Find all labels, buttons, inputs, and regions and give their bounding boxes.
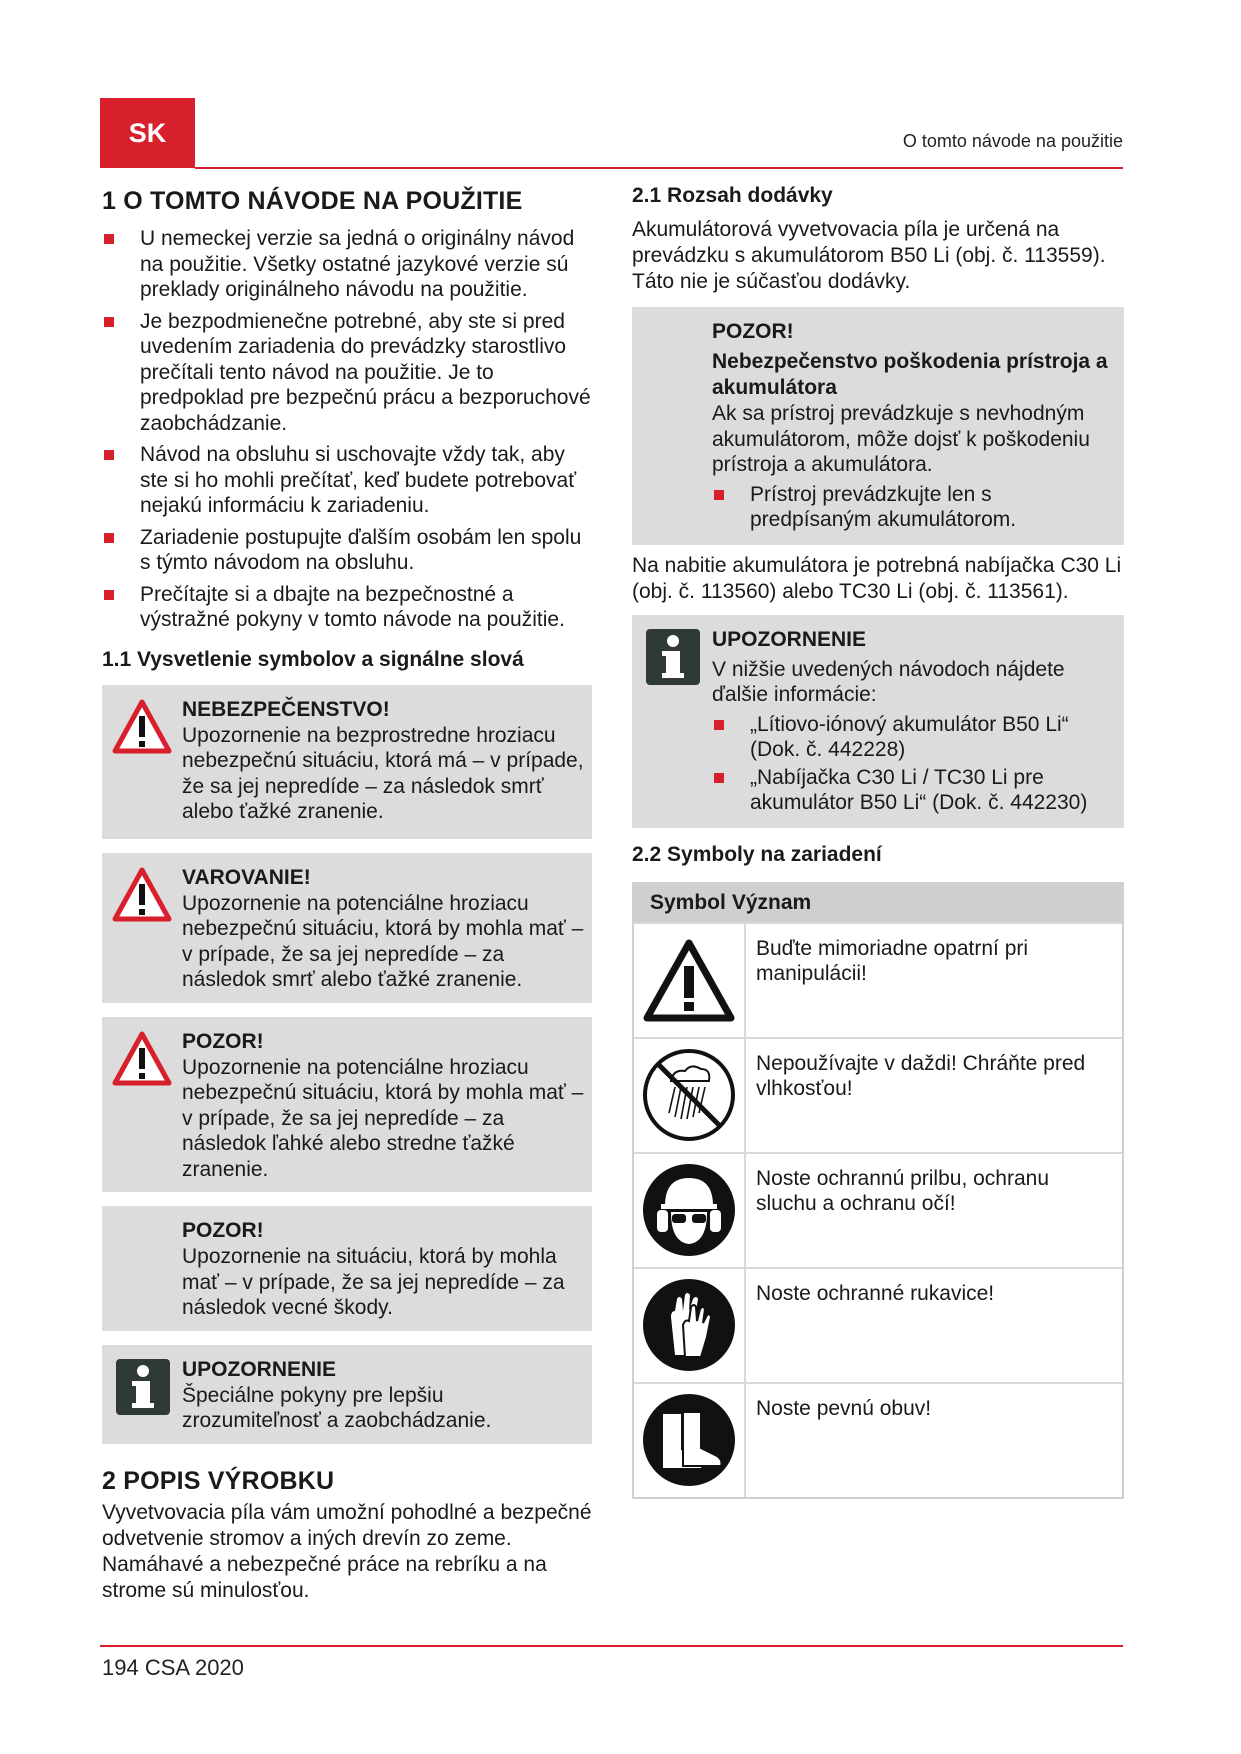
list-item: Prečítajte si a dbajte na bezpečnostné a výstražné pokyny v tomto návode na použitie. (102, 582, 592, 633)
list-item: Prístroj prevádzkujte len s predpísaným akumulátorom. (712, 482, 1116, 533)
symbol-cell (634, 1039, 746, 1152)
symbol-cell (634, 1384, 746, 1497)
notice-title: POZOR! (182, 1219, 264, 1242)
info-icon (112, 1359, 172, 1415)
notice-title: VAROVANIE! (182, 865, 311, 889)
section-heading-2: 2 POPIS VÝROBKU (102, 1466, 335, 1495)
gloves-icon (641, 1277, 737, 1373)
warning-triangle-icon (112, 867, 172, 923)
product-description: Vyvetvovacia píla vám umožní pohodlné a bezpečné odvetvenie stromov a iných drevín zo zeme. Namáhavé a nebezpečné práce na rebríku a na strome sú minulosťou. (102, 1500, 592, 1602)
meaning-cell: Noste ochranné rukavice! (756, 1281, 995, 1305)
info-icon (642, 629, 702, 685)
notice-danger (102, 685, 592, 839)
head-protection-icon (641, 1162, 737, 1258)
notice-text: Upozornenie na potenciálne hroziacu nebezpečnú situáciu, ktorá by mohla mať – v prípade, že sa jej nepredíde – za následok ľahké alebo stredne ťažké zranenie. (182, 1055, 584, 1181)
notice-info-documents (632, 615, 1124, 828)
meaning-cell: Buďte mimoriadne opatrní pri manipulácii! (756, 936, 1029, 985)
section-heading-1-1: 1.1 Vysvetlenie symbolov a signálne slová (102, 647, 524, 671)
notice-bullets (712, 482, 1116, 533)
list-item: Je bezpodmienečne potrebné, aby ste si pred uvedením zariadenia do prevádzky starostlivo prečítali tento návod na použitie. Je to predpoklad pre bezpečnú prácu a bezporuchové zaobchádzanie. (102, 309, 592, 437)
boots-icon (641, 1392, 737, 1488)
intro-bullets (102, 226, 592, 633)
meaning-cell: Noste ochrannú prilbu, ochranu sluchu a ochranu očí! (756, 1166, 1050, 1215)
symbol-cell (634, 1269, 746, 1382)
page-footer: 194 CSA 2020 (102, 1655, 244, 1680)
table-row (634, 1382, 1122, 1497)
notice-text: Upozornenie na potenciálne hroziacu nebezpečnú situáciu, ktorá by mohla mať – v prípade, že sa jej nepredíde – za následok smrť alebo ťažké zranenie. (182, 891, 584, 991)
no-rain-icon (641, 1047, 737, 1143)
notice-title: UPOZORNENIE (712, 627, 867, 651)
notice-bullets (712, 712, 1116, 816)
meaning-cell: Nepoužívajte v daždi! Chráňte pred vlhkosťou! (756, 1051, 1086, 1100)
table-row (634, 1037, 1122, 1152)
notice-caution (102, 1017, 592, 1193)
warning-triangle-icon (112, 1031, 172, 1087)
notice-text: Upozornenie na bezprostredne hroziacu nebezpečnú situáciu, ktorá má – v prípade, že sa jej nepredíde – za následok smrť alebo ťažké zranenie. (182, 723, 584, 823)
table-row (634, 922, 1122, 1037)
warning-triangle-icon (643, 938, 735, 1022)
notice-title: POZOR! (182, 1029, 264, 1053)
footer-rule (100, 1645, 1123, 1647)
running-header: O tomto návode na použitie (902, 131, 1123, 151)
list-item: U nemeckej verzie sa jedná o originálny návod na použitie. Všetky ostatné jazykové verzie sú preklady originálneho návodu na použitie. (102, 226, 592, 303)
warning-triangle-icon (112, 699, 172, 755)
list-item: „Lítiovo-iónový akumulátor B50 Li“ (Dok. č. 442228) (712, 712, 1116, 763)
section-heading-2-1: 2.1 Rozsah dodávky (632, 184, 833, 207)
section-heading-2-2: 2.2 Symboly na zariadení (632, 842, 882, 866)
left-column (102, 186, 592, 1604)
notice-title: UPOZORNENIE (182, 1357, 337, 1381)
list-item: Návod na obsluhu si uschovajte vždy tak, aby ste si ho mohli prečítať, keď budete potrebovať nejakú informáciu k zariadeniu. (102, 442, 592, 519)
notice-text: Upozornenie na situáciu, ktorá by mohla mať – v prípade, že sa jej nepredíde – za následok vecné škody. (182, 1245, 565, 1319)
section-heading-1: 1 O TOMTO NÁVODE NA POUŽITIE (102, 187, 523, 215)
notice-property-damage (102, 1206, 592, 1331)
notice-title: POZOR! (712, 320, 794, 343)
notice-text: Špeciálne pokyny pre lepšiu zrozumiteľnosť a zaobchádzanie. (182, 1383, 492, 1432)
symbols-table (632, 882, 1124, 1499)
charger-text: Na nabitie akumulátora je potrebná nabíjačka C30 Li (obj. č. 113560) alebo TC30 Li (obj. č. 113561). (632, 553, 1122, 603)
notice-text: V nižšie uvedených návodoch nájdete ďalšie informácie: (712, 657, 1065, 706)
symbol-cell (634, 924, 746, 1037)
right-column (632, 183, 1124, 1499)
list-item: „Nabíjačka C30 Li / TC30 Li pre akumulátor B50 Li“ (Dok. č. 442230) (712, 765, 1116, 816)
meaning-cell: Noste pevnú obuv! (756, 1396, 932, 1420)
language-code: SK (128, 117, 167, 148)
notice-info (102, 1345, 592, 1444)
list-item: Zariadenie postupujte ďalším osobám len spolu s týmto návodom na obsluhu. (102, 525, 592, 576)
table-row (634, 1152, 1122, 1267)
scope-text: Akumulátorová vyvetvovacia píla je určená na prevádzku s akumulátorom B50 Li (obj. č. 113559). Táto nie je súčasťou dodávky. (632, 218, 1106, 293)
header-rule (195, 167, 1123, 169)
notice-warning (102, 853, 592, 1003)
table-header (634, 884, 1122, 922)
table-row (634, 1267, 1122, 1382)
notice-text: Ak sa prístroj prevádzkuje s nevhodným akumulátorom, môže dojsť k poškodeniu prístroja a akumulátora. (712, 402, 1090, 476)
language-tab (100, 98, 195, 168)
column-header-symbol: Symbol (650, 890, 726, 914)
notice-caution-battery (632, 307, 1124, 545)
notice-subtitle: Nebezpečenstvo poškodenia prístroja a akumulátora (712, 350, 1108, 399)
symbol-cell (634, 1154, 746, 1267)
notice-title: NEBEZPEČENSTVO! (182, 697, 390, 721)
column-header-meaning: Význam (731, 890, 812, 914)
